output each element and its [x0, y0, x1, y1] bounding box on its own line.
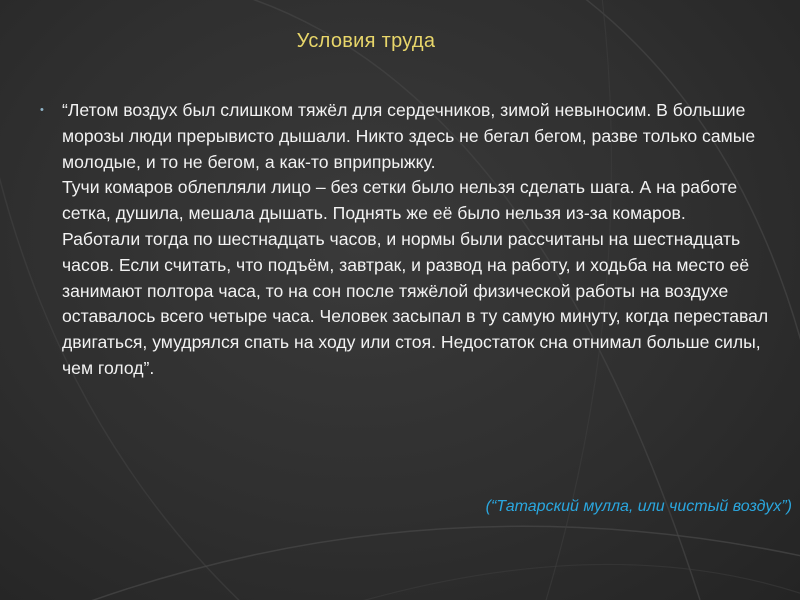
slide-title: Условия труда — [296, 30, 436, 52]
bullet-item — [40, 98, 790, 382]
quote-block — [40, 98, 790, 382]
quote-paragraph-1: “Летом воздух был слишком тяжёл для сердечников, зимой невыносим. В большие морозы люди прерывисто дышали. Никто здесь не бегал бегом, разве только самые молодые, и то не бегом, а как-то вприпрыжку. — [62, 100, 756, 172]
quote-paragraph-2: Тучи комаров облепляли лицо – без сетки было нельзя сделать шага. А на работе сетка, душила, мешала дышать. Поднять же её было нельзя из-за комаров. — [62, 177, 738, 224]
quote-paragraph-3: Работали тогда по шестнадцать часов, и нормы были рассчитаны на шестнадцать часов. Если считать, что подъём, завтрак, и развод на работу, и ходьба на место её занимают полтора часа, то на сон после тяжёлой физической работы на воздухе оставалось всего четыре часа. Человек засыпал в ту самую минуту, когда переставал двигаться, умудрялся спать на ходу или стоя. Недостаток сна отнимал больше силы, чем голод”. — [62, 228, 769, 378]
bullet-dot-icon: • — [40, 104, 44, 116]
quote-text — [62, 98, 790, 382]
source-citation: (“Татарский мулла, или чистый воздух”) — [485, 498, 792, 515]
